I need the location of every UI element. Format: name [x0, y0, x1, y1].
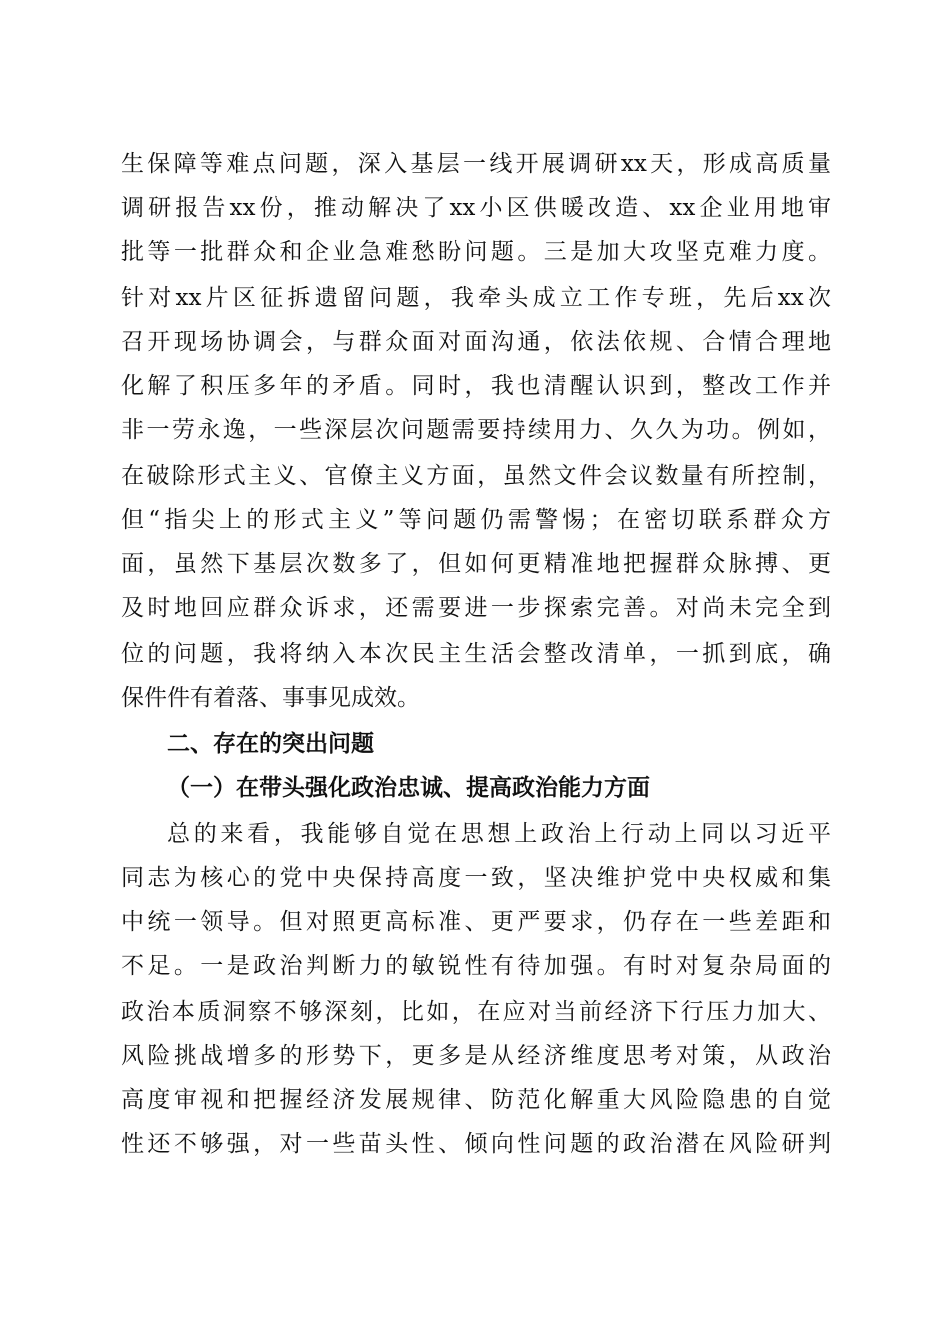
paragraph-line: 非一劳永逸，一些深层次问题需要持续用力、久久为功。例如，	[121, 417, 831, 443]
paragraph-line: 性还不够强，对一些苗头性、倾向性问题的政治潜在风险研判	[121, 1131, 831, 1157]
paragraph-line: 高度审视和把握经济发展规律、防范化解重大风险隐患的自觉	[121, 1087, 831, 1113]
paragraph-line: 位的问题，我将纳入本次民主生活会整改清单，一抓到底，确	[121, 641, 831, 667]
paragraph-line: 保件件有着落、事事见成效。	[121, 685, 420, 711]
subsection-heading: （一）在带头强化政治忠诚、提高政治能力方面	[167, 774, 650, 801]
paragraph-line: 中统一领导。但对照更高标准、更严要求，仍存在一些差距和	[121, 909, 831, 935]
paragraph-line: 及时地回应群众诉求，还需要进一步探索完善。对尚未完全到	[121, 595, 831, 621]
paragraph-line: 风险挑战增多的形势下，更多是从经济维度思考对策，从政治	[121, 1043, 831, 1069]
paragraph-line: 政治本质洞察不够深刻，比如，在应对当前经济下行压力加大、	[121, 999, 831, 1025]
paragraph-line: 同志为核心的党中央保持高度一致，坚决维护党中央权威和集	[121, 865, 831, 891]
paragraph-line: 生保障等难点问题，深入基层一线开展调研xx天，形成高质量	[121, 151, 831, 177]
paragraph-line: 面，虽然下基层次数多了，但如何更精准地把握群众脉搏、更	[121, 551, 831, 577]
paragraph-line: 在破除形式主义、官僚主义方面，虽然文件会议数量有所控制，	[121, 463, 831, 489]
paragraph-line: 化解了积压多年的矛盾。同时，我也清醒认识到，整改工作并	[121, 373, 831, 399]
section-heading: 二、存在的突出问题	[167, 731, 374, 757]
paragraph-line: 但“指尖上的形式主义”等问题仍需警惕；在密切联系群众方	[121, 507, 831, 533]
paragraph-line: 总的来看，我能够自觉在思想上政治上行动上同以习近平	[167, 821, 831, 847]
paragraph-line: 针对xx片区征拆遗留问题，我牵头成立工作专班，先后xx次	[121, 285, 831, 311]
paragraph-line: 调研报告xx份，推动解决了xx小区供暖改造、xx企业用地审	[121, 195, 831, 221]
paragraph-line: 召开现场协调会，与群众面对面沟通，依法依规、合情合理地	[121, 329, 831, 355]
paragraph-line: 不足。一是政治判断力的敏锐性有待加强。有时对复杂局面的	[121, 953, 831, 979]
paragraph-line: 批等一批群众和企业急难愁盼问题。三是加大攻坚克难力度。	[121, 239, 831, 265]
